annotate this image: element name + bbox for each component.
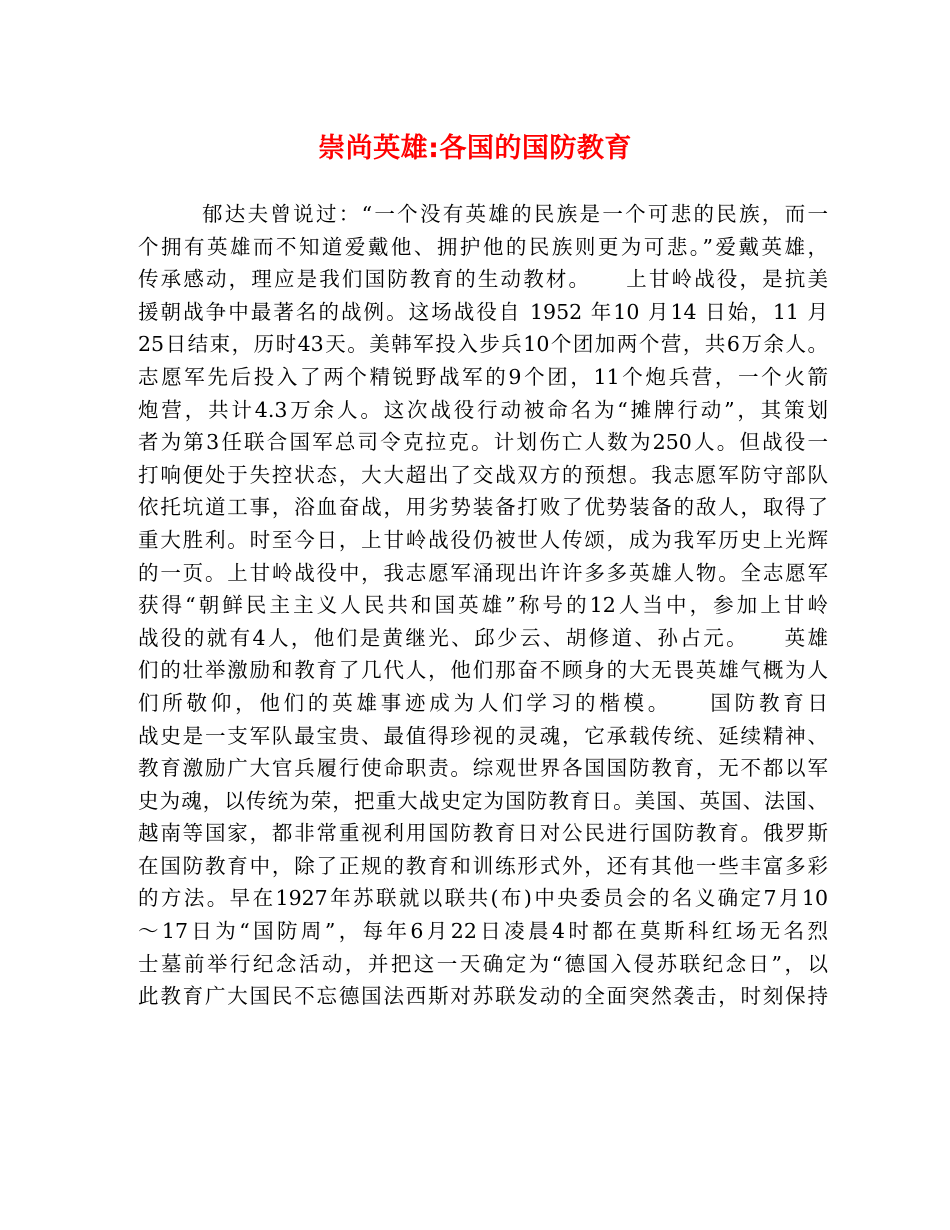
body-line: 战史是一支军队最宝贵、最值得珍视的灵魂，它承载传统、延续精神、 xyxy=(138,723,828,748)
body-line: 依托坑道工事，浴血奋战，用劣势装备打败了优势装备的敌人，取得了 xyxy=(138,495,828,520)
document-body xyxy=(138,198,828,1013)
body-line: 者为第3任联合国军总司令克拉克。计划伤亡人数为250人。但战役一 xyxy=(138,430,828,455)
body-line: 25日结束，历时43天。美韩军投入步兵10个团加两个营，共6万余人。 xyxy=(138,332,828,357)
body-line: 们所敬仰，他们的英雄事迹成为人们学习的楷模。 国防教育日 xyxy=(138,690,828,715)
body-line: 史为魂，以传统为荣，把重大战史定为国防教育日。美国、英国、法国、 xyxy=(138,788,828,813)
body-line: 传承感动，理应是我们国防教育的生动教材。 上甘岭战役，是抗美 xyxy=(138,267,828,292)
document-title: 崇尚英雄:各国的国防教育 xyxy=(318,133,632,164)
body-line: 教育激励广大官兵履行使命职责。综观世界各国国防教育，无不都以军 xyxy=(138,756,828,781)
body-line: ～17日为“国防周”，每年6月22日凌晨4时都在莫斯科红场无名烈 xyxy=(138,919,828,944)
body-line: 郁达夫曾说过：“一个没有英雄的民族是一个可悲的民族，而一 xyxy=(202,202,828,226)
body-line: 打响便处于失控状态，大大超出了交战双方的预想。我志愿军防守部队 xyxy=(138,462,828,487)
body-line: 在国防教育中，除了正规的教育和训练形式外，还有其他一些丰富多彩 xyxy=(138,853,828,878)
body-line: 的方法。早在1927年苏联就以联共(布)中央委员会的名义确定7月10 xyxy=(138,886,828,911)
body-line: 越南等国家，都非常重视利用国防教育日对公民进行国防教育。俄罗斯 xyxy=(138,821,828,846)
body-line: 志愿军先后投入了两个精锐野战军的9个团，11个炮兵营，一个火箭 xyxy=(138,364,828,389)
body-line: 的一页。上甘岭战役中，我志愿军涌现出许许多多英雄人物。全志愿军 xyxy=(138,560,828,585)
body-line: 援朝战争中最著名的战例。这场战役自 1952 年10 月14 日始，11 月 xyxy=(138,299,828,324)
body-line: 战役的就有4人，他们是黄继光、邱少云、胡修道、孙占元。 英雄 xyxy=(138,625,828,650)
body-line: 此教育广大国民不忘德国法西斯对苏联发动的全面突然袭击，时刻保持 xyxy=(138,984,828,1009)
body-line: 重大胜利。时至今日，上甘岭战役仍被世人传颂，成为我军历史上光辉 xyxy=(138,527,828,552)
body-line: 们的壮举激励和教育了几代人，他们那奋不顾身的大无畏英雄气概为人 xyxy=(138,658,828,683)
body-line: 士墓前举行纪念活动，并把这一天确定为“德国入侵苏联纪念日”，以 xyxy=(138,951,828,976)
body-line: 获得“朝鲜民主主义人民共和国英雄”称号的12人当中，参加上甘岭 xyxy=(138,593,828,618)
body-line: 个拥有英雄而不知道爱戴他、拥护他的民族则更为可悲。”爱戴英雄， xyxy=(138,234,828,259)
body-line: 炮营，共计4.3万余人。这次战役行动被命名为“摊牌行动”，其策划 xyxy=(138,397,828,422)
